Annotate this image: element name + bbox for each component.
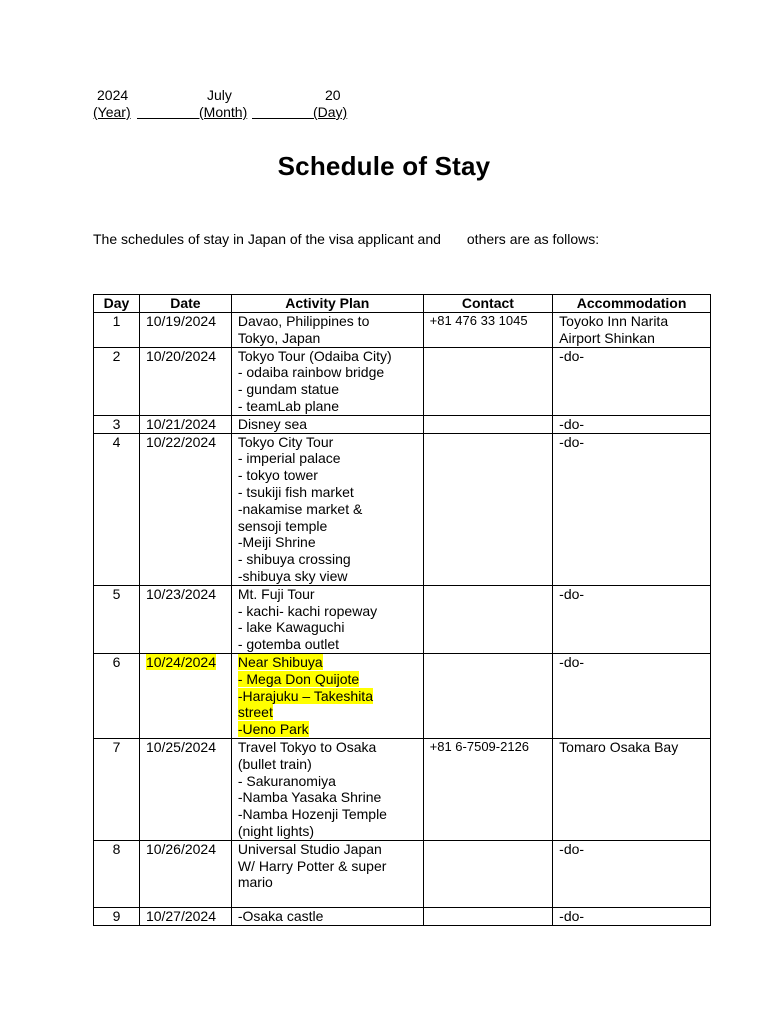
month-value: July xyxy=(207,87,232,103)
accommodation-line: -do- xyxy=(559,415,585,432)
activity-line: - lake Kawaguchi xyxy=(237,619,345,636)
cell-date xyxy=(139,585,231,653)
activity-line: - odaiba rainbow bridge xyxy=(237,364,385,381)
activity-line: sensoji temple xyxy=(237,517,328,534)
accommodation-line: Airport Shinkan xyxy=(559,329,655,346)
table-row xyxy=(94,415,711,433)
header-activity-plan: Activity Plan xyxy=(231,295,423,313)
activity-line: Tokyo, Japan xyxy=(237,329,321,346)
activity-line-highlight: -Harajuku – Takeshita xyxy=(237,687,373,704)
activity-line-highlight: -Ueno Park xyxy=(237,721,309,738)
activity-line-highlight: Near Shibuya xyxy=(237,653,323,670)
activity-line: Travel Tokyo to Osaka xyxy=(237,738,377,755)
cell-day: 8 xyxy=(94,840,140,907)
accommodation-line: -do- xyxy=(559,433,585,450)
month-label: (Month) xyxy=(199,104,248,120)
activity-line: -Osaka castle xyxy=(237,907,324,924)
day-value: 20 xyxy=(325,87,341,103)
cell-activity-plan xyxy=(231,840,423,907)
activity-line: -Namba Yasaka Shrine xyxy=(237,789,382,806)
schedule-table xyxy=(93,294,711,926)
activity-line: - shibuya crossing xyxy=(237,551,351,568)
cell-date xyxy=(139,907,231,925)
accommodation-line: -do- xyxy=(559,585,585,602)
activity-line: Universal Studio Japan xyxy=(237,840,382,857)
cell-activity-plan xyxy=(231,653,423,738)
cell-contact xyxy=(423,415,553,433)
year-value: 2024 xyxy=(97,87,129,103)
cell-date xyxy=(139,347,231,415)
accommodation-line: -do- xyxy=(559,907,585,924)
table-row xyxy=(94,907,711,925)
activity-line: Tokyo Tour (Odaiba City) xyxy=(237,347,392,364)
cell-date xyxy=(139,738,231,840)
activity-line: - kachi- kachi ropeway xyxy=(237,602,378,619)
activity-line: - gotemba outlet xyxy=(237,636,339,653)
cell-date xyxy=(139,433,231,585)
activity-line-highlight: - Mega Don Quijote xyxy=(237,670,360,687)
activity-line: - tokyo tower xyxy=(237,467,318,484)
cell-activity-plan xyxy=(231,313,423,348)
date-text: 10/22/2024 xyxy=(145,433,217,450)
date-text: 10/23/2024 xyxy=(145,585,217,602)
activity-line: - gundam statue xyxy=(237,381,339,398)
cell-contact: +81 476 33 1045 xyxy=(423,313,553,348)
day-label: (Day) xyxy=(313,104,348,120)
activity-line: Davao, Philippines to xyxy=(237,313,370,329)
cell-day: 1 xyxy=(94,313,140,348)
cell-day: 6 xyxy=(94,653,140,738)
header-contact: Contact xyxy=(423,295,553,313)
date-text: 10/26/2024 xyxy=(145,840,217,857)
cell-activity-plan xyxy=(231,907,423,925)
table-header-row xyxy=(94,295,711,313)
cell-day: 2 xyxy=(94,347,140,415)
cell-activity-plan xyxy=(231,738,423,840)
cell-contact xyxy=(423,907,553,925)
table-row xyxy=(94,433,711,585)
intro-part-2: others are as follows: xyxy=(466,231,600,247)
cell-accommodation xyxy=(553,653,711,738)
schedule-body xyxy=(94,313,711,926)
activity-line: Disney sea xyxy=(237,415,308,432)
cell-date xyxy=(139,840,231,907)
cell-accommodation xyxy=(553,907,711,925)
cell-accommodation xyxy=(553,415,711,433)
table-row xyxy=(94,840,711,907)
cell-date xyxy=(139,313,231,348)
activity-line: -Namba Hozenji Temple xyxy=(237,806,387,823)
page-title: Schedule of Stay xyxy=(277,151,491,181)
activity-line: (night lights) xyxy=(237,822,315,839)
table-row xyxy=(94,313,711,348)
activity-line xyxy=(238,704,417,721)
activity-line: (bullet train) xyxy=(237,755,312,772)
cell-day: 4 xyxy=(94,433,140,585)
header-accommodation: Accommodation xyxy=(553,295,711,313)
date-text: 10/21/2024 xyxy=(145,415,217,432)
date-text: 10/25/2024 xyxy=(145,738,217,755)
cell-accommodation xyxy=(553,585,711,653)
cell-day: 7 xyxy=(94,738,140,840)
activity-line: -Meiji Shrine xyxy=(237,534,316,551)
accommodation-line: Toyoko Inn Narita xyxy=(559,313,669,329)
cell-day: 9 xyxy=(94,907,140,925)
cell-day: 5 xyxy=(94,585,140,653)
date-separator-line xyxy=(252,118,314,119)
activity-line xyxy=(238,688,417,705)
accommodation-line: -do- xyxy=(559,347,585,364)
activity-line: - teamLab plane xyxy=(237,397,340,414)
accommodation-line: -do- xyxy=(559,840,585,857)
activity-line: -nakamise market & xyxy=(237,500,363,517)
cell-accommodation xyxy=(553,433,711,585)
intro-text xyxy=(93,231,599,247)
cell-contact: +81 6-7509-2126 xyxy=(423,738,553,840)
cell-accommodation xyxy=(553,840,711,907)
cell-contact xyxy=(423,347,553,415)
activity-line: - imperial palace xyxy=(237,450,341,467)
cell-activity-plan xyxy=(231,415,423,433)
cell-contact xyxy=(423,653,553,738)
cell-day: 3 xyxy=(94,415,140,433)
cell-contact xyxy=(423,433,553,585)
table-row xyxy=(94,653,711,738)
activity-line xyxy=(238,721,417,738)
table-row xyxy=(94,585,711,653)
date-text: 10/27/2024 xyxy=(145,907,217,924)
cell-activity-plan xyxy=(231,433,423,585)
cell-contact xyxy=(423,585,553,653)
date-text xyxy=(146,654,229,671)
cell-date xyxy=(139,415,231,433)
date-text: 10/20/2024 xyxy=(145,347,217,364)
date-text-highlight: 10/24/2024 xyxy=(145,653,217,670)
activity-line: - Sakuranomiya xyxy=(237,772,336,789)
activity-line: Tokyo City Tour xyxy=(237,433,334,450)
activity-line-highlight: street xyxy=(237,704,273,721)
activity-line xyxy=(238,654,417,671)
activity-line: -shibuya sky view xyxy=(237,567,348,584)
cell-activity-plan xyxy=(231,585,423,653)
header-day: Day xyxy=(94,295,140,313)
activity-line: W/ Harry Potter & super xyxy=(237,857,387,874)
activity-line: Mt. Fuji Tour xyxy=(237,585,315,602)
header-date: Date xyxy=(139,295,231,313)
activity-line: - tsukiji fish market xyxy=(237,483,354,500)
date-separator-line xyxy=(137,118,199,119)
cell-accommodation xyxy=(553,347,711,415)
cell-accommodation xyxy=(553,313,711,348)
date-text: 10/19/2024 xyxy=(145,313,217,329)
intro-part-1: The schedules of stay in Japan of the visa applicant and xyxy=(93,231,441,247)
cell-date xyxy=(139,653,231,738)
table-row xyxy=(94,347,711,415)
accommodation-line: -do- xyxy=(559,653,585,670)
cell-accommodation xyxy=(553,738,711,840)
cell-contact xyxy=(423,840,553,907)
activity-line xyxy=(238,671,417,688)
table-row xyxy=(94,738,711,840)
accommodation-line: Tomaro Osaka Bay xyxy=(559,738,679,755)
cell-activity-plan xyxy=(231,347,423,415)
year-label: (Year) xyxy=(93,104,131,120)
activity-line: mario xyxy=(237,874,273,891)
